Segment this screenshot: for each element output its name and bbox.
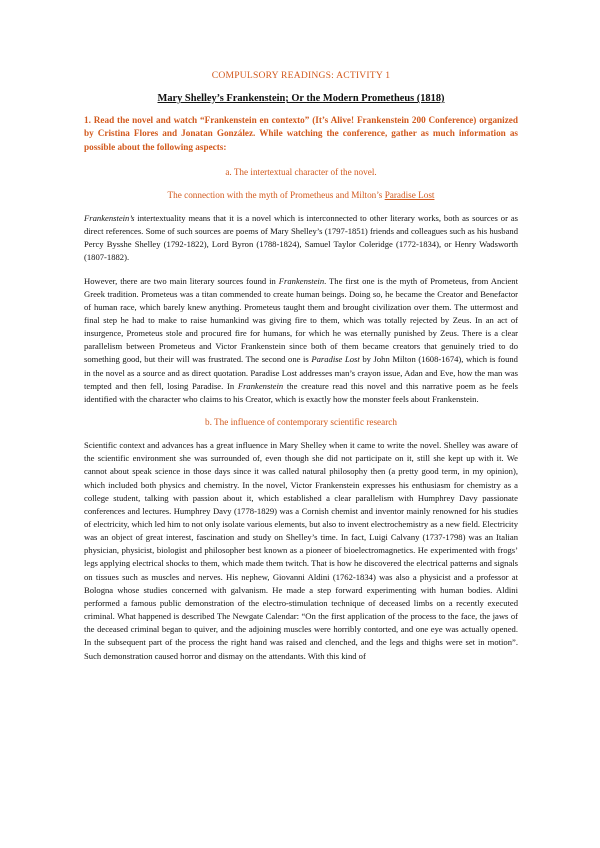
paradise-lost-link: Paradise Lost (384, 189, 435, 200)
section-b-paragraph-1: Scientific context and advances has a great influence in Mary Shelley when it came to write the novel. Shelley was aware of the scientific environment she was surrounded of, even though she did not participate on it, still she kept up with it. We cannot about speak science in those days since it was called natural philosophy then (a pretty good term, in my opinion), which included both physics and chemistry. In the novel, Victor Frankenstein expresses his enthusiasm for chemistry as a college student, talking with passion about it, which established a clear parallelism with Humphrey Davy passionate conferences and lectures. Humphrey Davy (1778-1829) was a Cornish chemist and inventor mainly renowned for his studies of electricity, which led him to not only isolate various elements, but also to invent electrochemistry as a new field. Electricity was an object of great interest, fascination and study on Shelley’s time. In fact, Luigi Calvany (1737-1798) was an Italian physician, physicist, biologist and philosopher best known as a pioneer of bioelectromagnetics. He experimented with frogs’ legs applying electrical shocks to them, which made them twitch. That is how he discovered the electrical patterns and signals on tissues such as muscles and nerves. His nephew, Giovanni Aldini (1762-1834) was also a physicist and a professor at Bologna whose studies concerned with galvanism. He made a step forward experimenting with human bodies. Aldini performed a famous public demonstration of the electro-stimulation technique of deceased limbs on a recently executed criminal. What happened is described The Newgate Calendar: “On the first application of the process to the face, the jaws of the deceased criminal began to quiver, and the adjoining muscles were horribly contorted, and one eye was actually opened. In the subsequent part of the process the right hand was raised and clenched, and the legs and thighs were set in motion”. Such demonstration caused horror and dismay on the attendants. With this kind of (84, 440, 518, 661)
italic-text: Paradise Lost (311, 354, 360, 365)
section-a-heading: a. The intertextual character of the novel. (225, 166, 377, 177)
italic-text: Frankenstein (278, 275, 325, 286)
document-title: Mary Shelley’s Frankenstein; Or the Modern Prometheus (1818) (157, 93, 445, 104)
paragraph-text: the creature read this novel and this narrative poem as he feels identified with the character who claims to his Creator, which is exactly how the monster feels about Frankenstein. (84, 380, 518, 404)
section-a-subheading (84, 189, 518, 201)
section-b-heading: b. The influence of contemporary scientific research (205, 417, 397, 428)
task-instructions: 1. Read the novel and watch “Frankenstein en contexto” (It’s Alive! Frankenstein 200 Conference) organized by Cristina Flores and Jonatan González. While watching the conference, gather as much information as possible about the following aspects: (84, 115, 518, 152)
italic-text: Frankenstein (237, 380, 284, 391)
paragraph-text: . The first one is the myth of Prometeus, from Ancient Greek tradition. Prometeus was a titan commended to create human beings. Doing so, he became the Creator and Benefactor of human race, which barely knew anything. Prometeus taught them and brought civilization over them. The uttermost and final step he had to make to raise humankind was giving fire to them, which was totally rejected by Zeus. In an act of insurgence, Prometeus stole and procured fire for humans, for which he was eternally punished by Zeus. There is a clear parallelism between Prometeus and Victor Frankenstein since both of them became creators that genuinely tried to do something good, but their will was frustrated. The second one is (84, 275, 518, 365)
activity-header: COMPULSORY READINGS: ACTIVITY 1 (211, 70, 391, 81)
section-a-paragraph-2 (84, 275, 518, 407)
section-a-subheading-text: The connection with the myth of Prometheus and Milton’s (167, 189, 385, 200)
paragraph-text: However, there are two main literary sources found in (84, 275, 279, 286)
section-a-paragraph-1 (84, 212, 518, 265)
paragraph-text: intertextuality means that it is a novel which is interconnected to other literary works, both as sources or as direct references. Some of such sources are poems of Mary Shelley’s (1797-1851) friends and colleagues such as his husband Percy Bysshe Shelley (1792-1822), Lord Byron (1788-1824), Samuel Taylor Coleridge (1772-1834), or Henry Wadsworth (1807-1882). (84, 212, 518, 263)
paragraph-text: by John Milton (1608-1674), which is found in the novel as a source and as direct quotation. Paradise Lost addresses man’s crayon issue, Adan and Eve, how the man was tempted and then fell, losing Paradise. In (84, 354, 518, 391)
frankenstein-italic: Frankenstein’s (84, 212, 135, 223)
